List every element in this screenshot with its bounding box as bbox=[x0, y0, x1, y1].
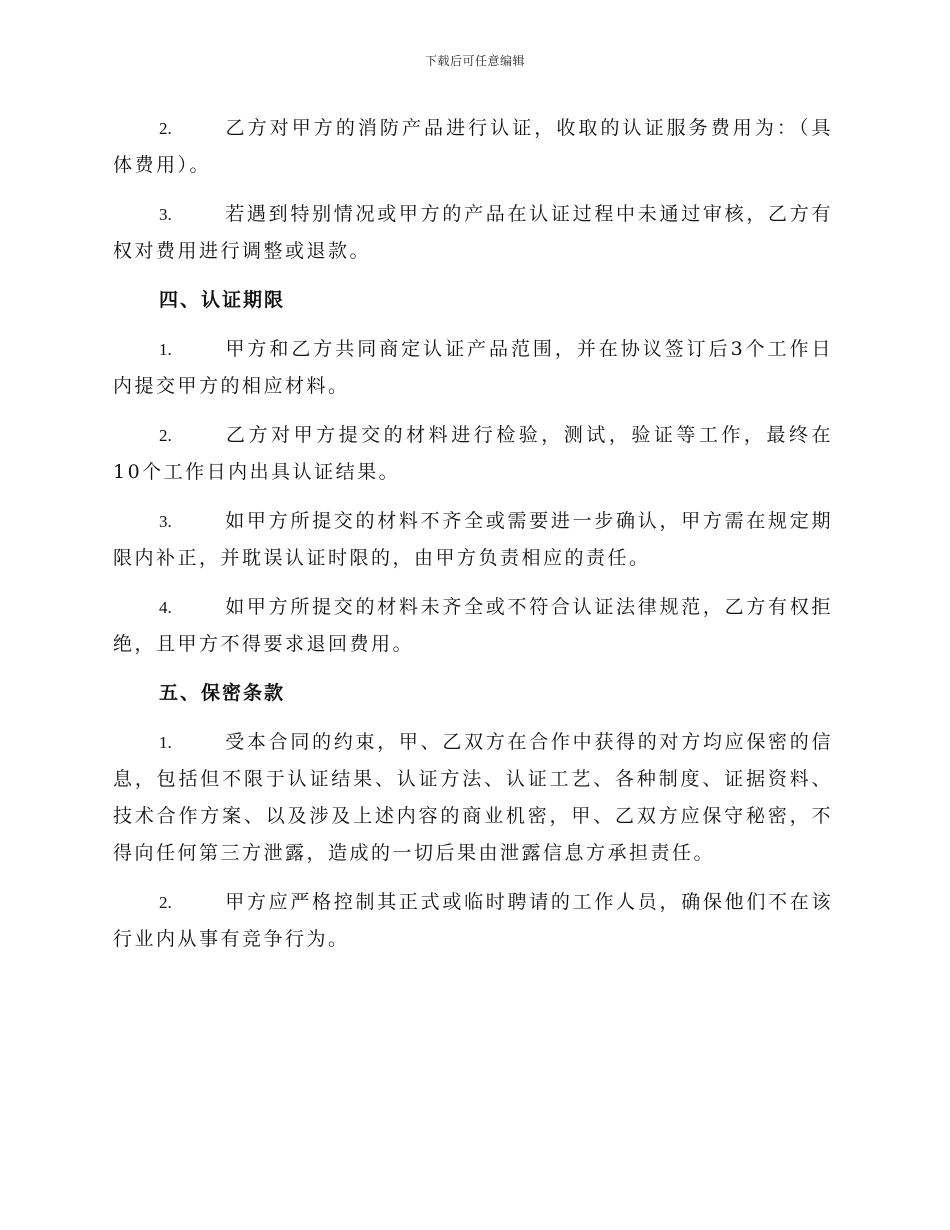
section-heading-confidential: 五、保密条款 bbox=[159, 682, 286, 704]
item-number: 1. bbox=[159, 733, 172, 752]
item-number: 2. bbox=[159, 426, 172, 445]
item-number: 1. bbox=[159, 340, 172, 359]
item-number: 4. bbox=[159, 598, 172, 617]
item-text: 乙方对甲方提交的材料进行检验，测试，验证等工作，最终在10个工作日内出具认证结果。 bbox=[113, 424, 833, 483]
item-number: 2. bbox=[159, 119, 172, 138]
item-text: 乙方对甲方的消防产品进行认证，收取的认证服务费用为：（具体费用）。 bbox=[113, 117, 833, 176]
item-text: 若遇到特别情况或甲方的产品在认证过程中未通过审核，乙方有权对费用进行调整或退款。 bbox=[113, 203, 833, 262]
item-text: 甲方和乙方共同商定认证产品范围，并在协议签订后3个工作日内提交甲方的相应材料。 bbox=[113, 338, 833, 397]
term-item-1 bbox=[113, 331, 833, 405]
item-text: 甲方应严格控制其正式或临时聘请的工作人员，确保他们不在该行业内从事有竞争行为。 bbox=[113, 891, 833, 950]
item-number: 3. bbox=[159, 205, 172, 224]
page-header-note: 下载后可任意编辑 bbox=[424, 54, 525, 68]
item-number: 3. bbox=[159, 512, 172, 531]
fees-item-3 bbox=[113, 196, 833, 270]
section-heading-term: 四、认证期限 bbox=[159, 289, 286, 311]
confidential-item-2 bbox=[113, 884, 833, 958]
document-body bbox=[113, 110, 833, 970]
term-item-3 bbox=[113, 503, 833, 577]
confidential-item-1 bbox=[113, 724, 833, 872]
term-item-4 bbox=[113, 589, 833, 663]
fees-item-2 bbox=[113, 110, 833, 184]
term-item-2 bbox=[113, 417, 833, 491]
item-number: 2. bbox=[159, 893, 172, 912]
item-text: 如甲方所提交的材料不齐全或需要进一步确认，甲方需在规定期限内补正，并耽误认证时限的，由甲方负责相应的责任。 bbox=[113, 510, 833, 569]
item-text: 如甲方所提交的材料未齐全或不符合认证法律规范，乙方有权拒绝，且甲方不得要求退回费用。 bbox=[113, 596, 833, 655]
item-text: 受本合同的约束，甲、乙双方在合作中获得的对方均应保密的信息，包括但不限于认证结果、认证方法、认证工艺、各种制度、证据资料、技术合作方案、以及涉及上述内容的商业机密，甲、乙双方应保守秘密，不得向任何第三方泄露，造成的一切后果由泄露信息方承担责任。 bbox=[113, 731, 833, 864]
